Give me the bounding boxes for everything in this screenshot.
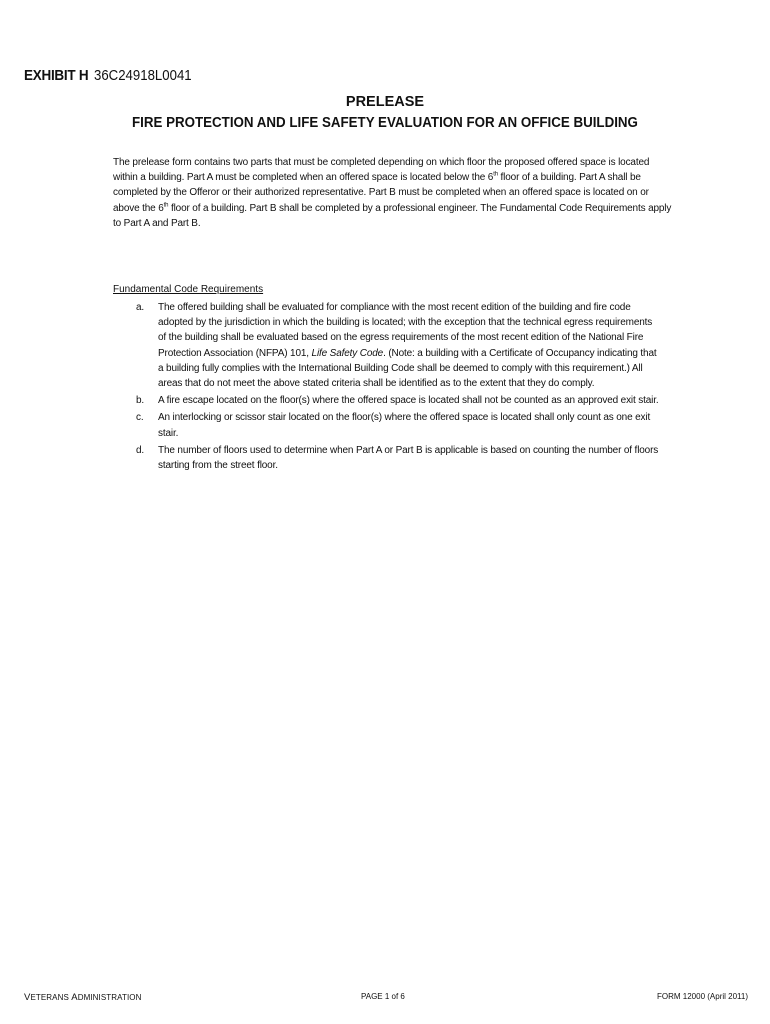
document-title-line2 (0, 115, 770, 131)
footer-org-cap2: A (71, 992, 78, 1003)
footer-org-rest2: DMINISTRATION (77, 993, 142, 1002)
list-item-text-before: The offered building shall be evaluated for compliance with the most recent edition of the building and fire code adopted by the jurisdiction in which the building is located; with the exception that the technical egress requirements of the building shall be evaluated based on the egress requirements of the most recent edition of the National Fire Protection Association (NFPA) 101, (158, 302, 653, 359)
document-title-line1: PRELEASE (345, 94, 425, 110)
list-item (130, 300, 660, 391)
list-item-text (158, 393, 660, 408)
intro-text-part1: The prelease form contains two parts that must be completed depending on which floor the proposed offered space is located within a building. Part A must be completed when an offered space is located below the 6 (113, 157, 650, 184)
footer-page-number: PAGE 1 of 6 (361, 992, 405, 1001)
footer-form-number: FORM 12000 (April 2011) (657, 992, 748, 1001)
intro-superscript-1: th (493, 171, 498, 178)
footer-org-cap1: V (24, 992, 31, 1003)
list-item-text (158, 443, 660, 473)
list-item-text-after: . (Note: a building with a Certificate of Occupancy indicating that a building fully complies with the International Building Code shall be deemed to comply with this requirement.) All areas that do not meet the above stated criteria shall be identified as to the extent that they do comply. (158, 347, 657, 390)
intro-text-part2: floor of a building. Part A shall be completed by the Offeror or their authorized representative. Part B must be completed when an offered space is located on or above the 6 (113, 172, 649, 214)
intro-paragraph (113, 155, 673, 231)
list-item-text-italic: Life Safety Code (311, 347, 384, 359)
requirements-heading: Fundamental Code Requirements (113, 284, 264, 295)
list-marker: d. (136, 444, 145, 456)
footer-organization (24, 992, 142, 1003)
exhibit-header (24, 67, 205, 84)
list-item-text-before: The number of floors used to determine when Part A or Part B is applicable is based on counting the number of floors starting from the street floor. (158, 444, 659, 472)
list-marker: b. (136, 395, 145, 407)
exhibit-label: EXHIBIT H (24, 67, 89, 84)
list-item-text-before: A fire escape located on the floor(s) where the offered space is located shall not be counted as an approved exit stair. (158, 395, 659, 407)
footer-org-rest1: ETERANS (30, 993, 72, 1002)
list-item (130, 393, 660, 408)
requirements-list (130, 300, 660, 475)
list-item-text (158, 300, 660, 391)
document-title-line2-text: FIRE PROTECTION AND LIFE SAFETY EVALUATION FOR AN OFFICE BUILDING (132, 115, 638, 131)
list-marker: c. (136, 412, 144, 424)
list-marker: a. (136, 302, 145, 313)
list-item (130, 410, 660, 440)
list-item-text-before: An interlocking or scissor stair located on the floor(s) where the offered space is located shall only count as one exit stair. (158, 412, 651, 439)
intro-text-part3: floor of a building. Part B shall be completed by a professional engineer. The Fundamental Code Requirements apply to Part A and Part B. (113, 202, 672, 229)
solicitation-number: 36C24918L0041 (94, 67, 193, 84)
intro-superscript-2: th (163, 202, 169, 209)
list-item (130, 443, 660, 473)
list-item-text (158, 410, 660, 440)
